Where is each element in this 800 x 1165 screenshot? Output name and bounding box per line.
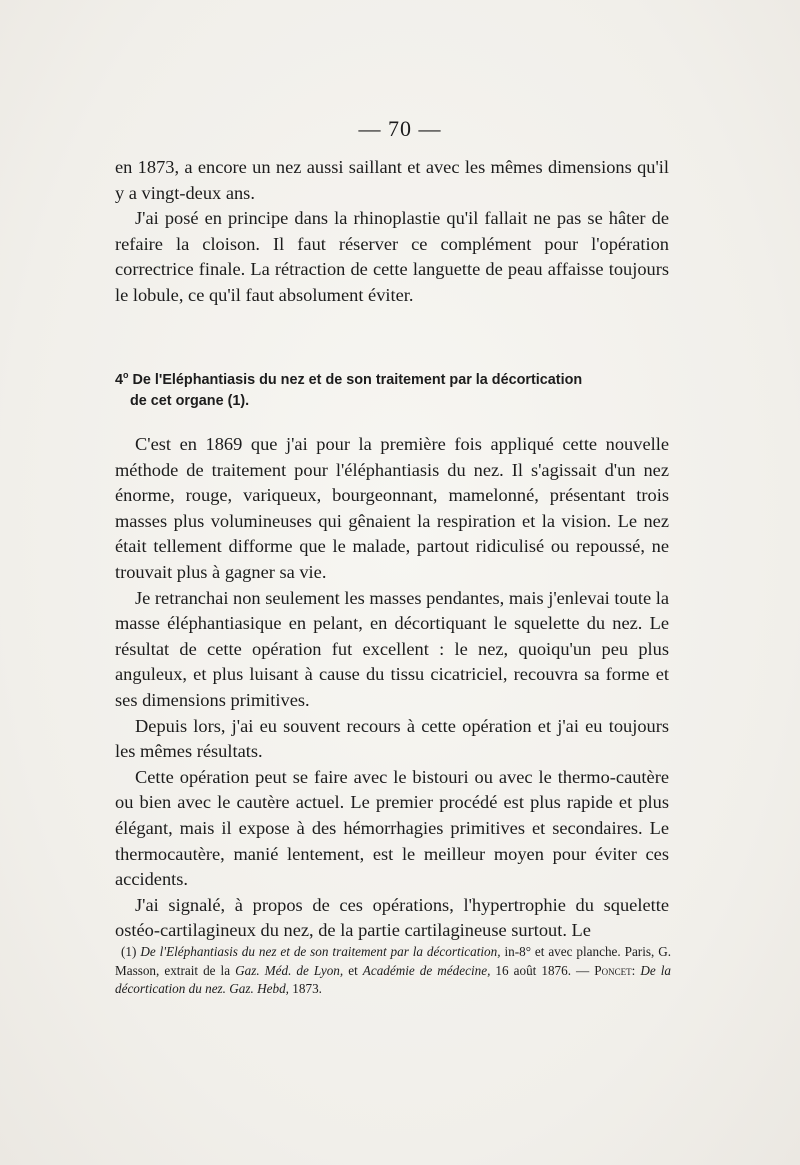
footnote-marker: (1) [121,944,137,959]
footnote-text: 1873. [292,981,322,996]
paragraph: C'est en 1869 que j'ai pour la première fois appliqué cette nouvelle méthode de traitement pour l'éléphantiasis du nez. Il s'agissait d'un nez énorme, rouge, variqueux, bourgeonnant, mamelonné, présentant trois masses plus volumineuses qui gênaient la respiration et la vision. Le nez était tellement difforme que le malade, partout ridiculisé ou repoussé, ne trouvait plus à gagner sa vie. [115,434,669,582]
paragraph: Cette opération peut se faire avec le bistouri ou avec le thermo-cautère ou bien avec le cautère actuel. Le premier procédé est plus rapide et plus élégant, mais il expose à des hémorrhagies primitives et secondaires. Le thermocautère, manié lentement, est le meilleur moyen pour éviter ces accidents. [115,766,669,890]
section-title-line2-wrap [115,391,675,412]
paragraph: Je retranchai non seulement les masses pendantes, mais j'enlevai toute la masse éléphantiasique en pelant, en décortiquant le squelette du nez. Le résultat de cette opération fut excellent : le nez, quoiqu'un peu plus anguleux, et plus luisant à cause du tissu cicatriciel, recouvra sa forme et ses dimensions primitives. [115,587,669,710]
footnote-text: et [348,962,358,978]
section-note-ref: (1). [227,392,250,409]
footnote-journal: Gaz. Méd. de Lyon, [235,962,344,978]
footnote-author: Poncet [594,962,632,978]
footnote [115,943,671,999]
footnote-journal: Académie de médecine, [362,962,491,978]
section-heading [115,365,675,412]
section-number-digit: 4 [115,371,124,388]
footnote-text: : [631,962,636,978]
paragraph: Depuis lors, j'ai eu souvent recours à cette opération et j'ai eu toujours les mêmes résultats. [115,715,669,762]
paragraph: en 1873, a encore un nez aussi saillant et avec les mêmes dimensions qu'il y a vingt-deux ans. [115,157,669,203]
body-text-block [115,432,669,944]
page-number: — 70 — [358,116,442,141]
top-text-block [115,155,669,309]
section-number [115,372,129,388]
paragraph: J'ai posé en principe dans la rhinoplastie qu'il fallait ne pas se hâter de refaire la cloison. Il faut réserver ce complément pour l'opération correctrice finale. La rétraction de cette languette de peau affaisse toujours le lobule, ce qu'il faut absolument éviter. [115,208,669,305]
footnote-text: 16 août 1876. — [495,962,590,978]
paragraph: J'ai signalé, à propos de ces opérations, l'hypertrophie du squelette ostéo-cartilagineux du nez, de la partie cartilagineuse surtout. Le [115,894,669,941]
footnote-title2: De la décortication du nez. Gaz. Hebd, [115,962,671,996]
section-number-superscript: o [123,370,129,380]
section-title-line2: de cet organe [130,392,224,409]
footnote-title: De l'Eléphantiasis du nez et de son traitement par la décortication, [140,944,501,959]
footnote-text: in-8° et avec planche. Paris, G. Masson, extrait de la [115,944,672,978]
section-title-line1: De l'Eléphantiasis du nez et de son traitement par la décortication [132,371,583,388]
